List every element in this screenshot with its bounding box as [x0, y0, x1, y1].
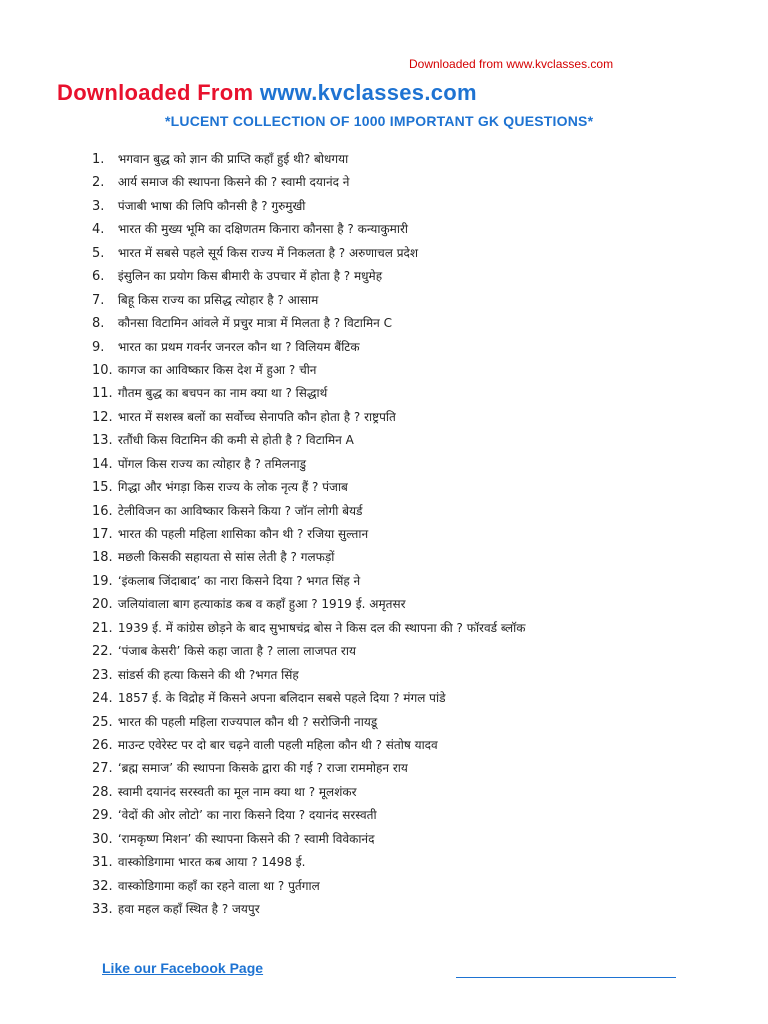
question-text: ‘पंजाब केसरी’ किसे कहा जाता है ? लाला लाजपत राय	[117, 644, 356, 659]
question-number: 15.	[92, 480, 113, 496]
question-number: 10.	[92, 362, 113, 378]
question-text: बिहू किस राज्य का प्रसिद्ध त्योहार है ? आसाम	[117, 292, 319, 307]
question-text: स्वामी दयानंद सरस्वती का मूल नाम क्या था ? मूलशंकर	[117, 784, 357, 799]
question-item	[92, 664, 526, 687]
question-item	[92, 898, 526, 921]
question-text: पंजाबी भाषा की लिपि कौनसी है ? गुरुमुखी	[117, 198, 306, 213]
question-item	[92, 406, 526, 429]
question-item	[92, 757, 526, 780]
question-text: ‘इंकलाब जिंदाबाद’ का नारा किसने दिया ? भगत सिंह ने	[117, 573, 361, 588]
question-item	[92, 265, 526, 288]
question-number: 32.	[92, 878, 113, 894]
question-item	[92, 734, 526, 757]
question-item	[92, 242, 526, 265]
question-number: 24.	[92, 691, 113, 707]
question-item	[92, 148, 526, 171]
question-number: 21.	[92, 620, 113, 636]
question-item	[92, 289, 526, 312]
question-item	[92, 546, 526, 569]
question-number: 31.	[92, 855, 113, 871]
question-item	[92, 476, 526, 499]
question-text: पोंगल किस राज्य का त्योहार है ? तमिलनाडु	[117, 456, 307, 471]
question-item	[92, 312, 526, 335]
question-item	[92, 359, 526, 382]
question-text: टेलीविजन का आविष्कार किसने किया ? जॉन लोगी बेयर्ड	[117, 503, 363, 518]
question-number: 4.	[92, 222, 105, 238]
question-number: 20.	[92, 597, 113, 613]
question-item	[92, 593, 526, 616]
question-text: इंसुलिन का प्रयोग किस बीमारी के उपचार में होता है ? मधुमेह	[117, 269, 383, 284]
question-item	[92, 781, 526, 804]
headline	[57, 80, 477, 106]
collection-subtitle: *LUCENT COLLECTION OF 1000 IMPORTANT GK QUESTIONS*	[165, 113, 594, 129]
question-number: 1.	[92, 152, 105, 167]
question-number: 30.	[92, 831, 113, 847]
question-text: ‘रामकृष्ण मिशन’ की स्थापना किसने की ? स्वामी विवेकानंद	[117, 831, 375, 846]
question-item	[92, 429, 526, 452]
question-number: 33.	[92, 902, 113, 917]
question-text: भारत का प्रथम गवर्नर जनरल कौन था ? विलियम बैंटिक	[117, 339, 360, 354]
question-number: 7.	[92, 292, 105, 308]
question-text: हवा महल कहाँ स्थित है ? जयपुर	[117, 902, 260, 916]
question-item	[92, 570, 526, 593]
question-number: 23.	[92, 667, 113, 683]
question-item	[92, 382, 526, 405]
question-number: 8.	[92, 316, 105, 332]
footer-divider-line	[456, 977, 676, 978]
question-text: मछली किसकी सहायता से सांस लेती है ? गलफड़ों	[117, 550, 335, 565]
question-text: कागज का आविष्कार किस देश में हुआ ? चीन	[117, 362, 317, 377]
question-item	[92, 171, 526, 194]
question-text: सांडर्स की हत्या किसने की थी ?भगत सिंह	[117, 667, 299, 682]
question-text: रतौंधी किस विटामिन की कमी से होती है ? विटामिन A	[117, 433, 354, 448]
question-text: भारत की पहली महिला राज्यपाल कौन थी ? सरोजिनी नायडू	[117, 714, 378, 729]
question-number: 29.	[92, 808, 113, 824]
question-text: जलियांवाला बाग हत्याकांड कब व कहाँ हुआ ? 1919 ई. अमृतसर	[117, 597, 406, 612]
question-item	[92, 617, 526, 640]
question-item	[92, 523, 526, 546]
question-text: ‘ब्रह्म समाज’ की स्थापना किसके द्वारा की गई ? राजा राममोहन राय	[117, 761, 408, 776]
question-number: 13.	[92, 433, 113, 449]
question-item	[92, 828, 526, 851]
question-item	[92, 453, 526, 476]
question-number: 26.	[92, 737, 113, 753]
question-item	[92, 218, 526, 241]
headline-site-url: www.kvclasses.com	[259, 80, 477, 105]
question-number: 28.	[92, 784, 113, 800]
question-number: 17.	[92, 527, 113, 542]
question-text: भारत में सबसे पहले सूर्य किस राज्य में निकलता है ? अरुणाचल प्रदेश	[117, 245, 419, 260]
question-number: 5.	[92, 245, 105, 261]
question-text: वास्कोडिगामा भारत कब आया ? 1498 ई.	[117, 855, 306, 870]
question-text: भारत की मुख्य भूमि का दक्षिणतम किनारा कौनसा है ? कन्याकुमारी	[117, 222, 408, 237]
question-text: भारत में सशस्त्र बलों का सर्वोच्च सेनापति कौन होता है ? राष्ट्रपति	[117, 409, 396, 424]
question-text: गिद्धा और भंगड़ा किस राज्य के लोक नृत्य हैं ? पंजाब	[117, 480, 348, 495]
question-text: भारत की पहली महिला शासिका कौन थी ? रजिया सुल्तान	[117, 527, 369, 541]
question-number: 11.	[92, 386, 113, 402]
question-list	[92, 148, 526, 921]
question-item	[92, 804, 526, 827]
question-item	[92, 500, 526, 523]
question-number: 25.	[92, 714, 113, 730]
question-text: भगवान बुद्ध को ज्ञान की प्राप्ति कहाँ हुई थी? बोधगया	[117, 152, 349, 166]
question-number: 3.	[92, 198, 105, 214]
question-number: 6.	[92, 269, 105, 285]
question-text: 1857 ई. के विद्रोह में किसने अपना बलिदान सबसे पहले दिया ? मंगल पांडे	[117, 691, 446, 706]
question-item	[92, 711, 526, 734]
question-number: 27.	[92, 761, 113, 777]
question-item	[92, 851, 526, 874]
question-item	[92, 336, 526, 359]
question-text: ‘वेदों की ओर लोटो’ का नारा किसने दिया ? दयानंद सरस्वती	[117, 808, 377, 823]
question-item	[92, 640, 526, 663]
question-item	[92, 687, 526, 710]
facebook-page-link[interactable]: Like our Facebook Page	[102, 960, 264, 976]
question-number: 18.	[92, 550, 113, 566]
headline-downloaded-from: Downloaded From	[57, 80, 254, 105]
question-text: 1939 ई. में कांग्रेस छोड़ने के बाद सुभाषचंद्र बोस ने किस दल की स्थापना की ? फॉरवर्ड ब्लॉक	[117, 620, 526, 635]
question-text: वास्कोडिगामा कहाँ का रहने वाला था ? पुर्तगाल	[117, 878, 320, 893]
question-item	[92, 195, 526, 218]
question-number: 9.	[92, 339, 105, 355]
question-number: 19.	[92, 573, 113, 589]
question-number: 16.	[92, 503, 113, 519]
question-text: आर्य समाज की स्थापना किसने की ? स्वामी दयानंद ने	[117, 175, 350, 190]
question-number: 2.	[92, 175, 105, 191]
question-text: गौतम बुद्ध का बचपन का नाम क्या था ? सिद्धार्थ	[117, 386, 328, 401]
question-number: 14.	[92, 456, 113, 472]
question-item	[92, 875, 526, 898]
question-number: 22.	[92, 644, 113, 660]
top-download-note: Downloaded from www.kvclasses.com	[409, 57, 614, 71]
question-text: माउन्ट एवेरेस्ट पर दो बार चढ़ने वाली पहली महिला कौन थी ? संतोष यादव	[117, 737, 438, 752]
question-number: 12.	[92, 409, 113, 425]
question-text: कौनसा विटामिन आंवले में प्रचुर मात्रा में मिलता है ? विटामिन C	[117, 316, 393, 331]
